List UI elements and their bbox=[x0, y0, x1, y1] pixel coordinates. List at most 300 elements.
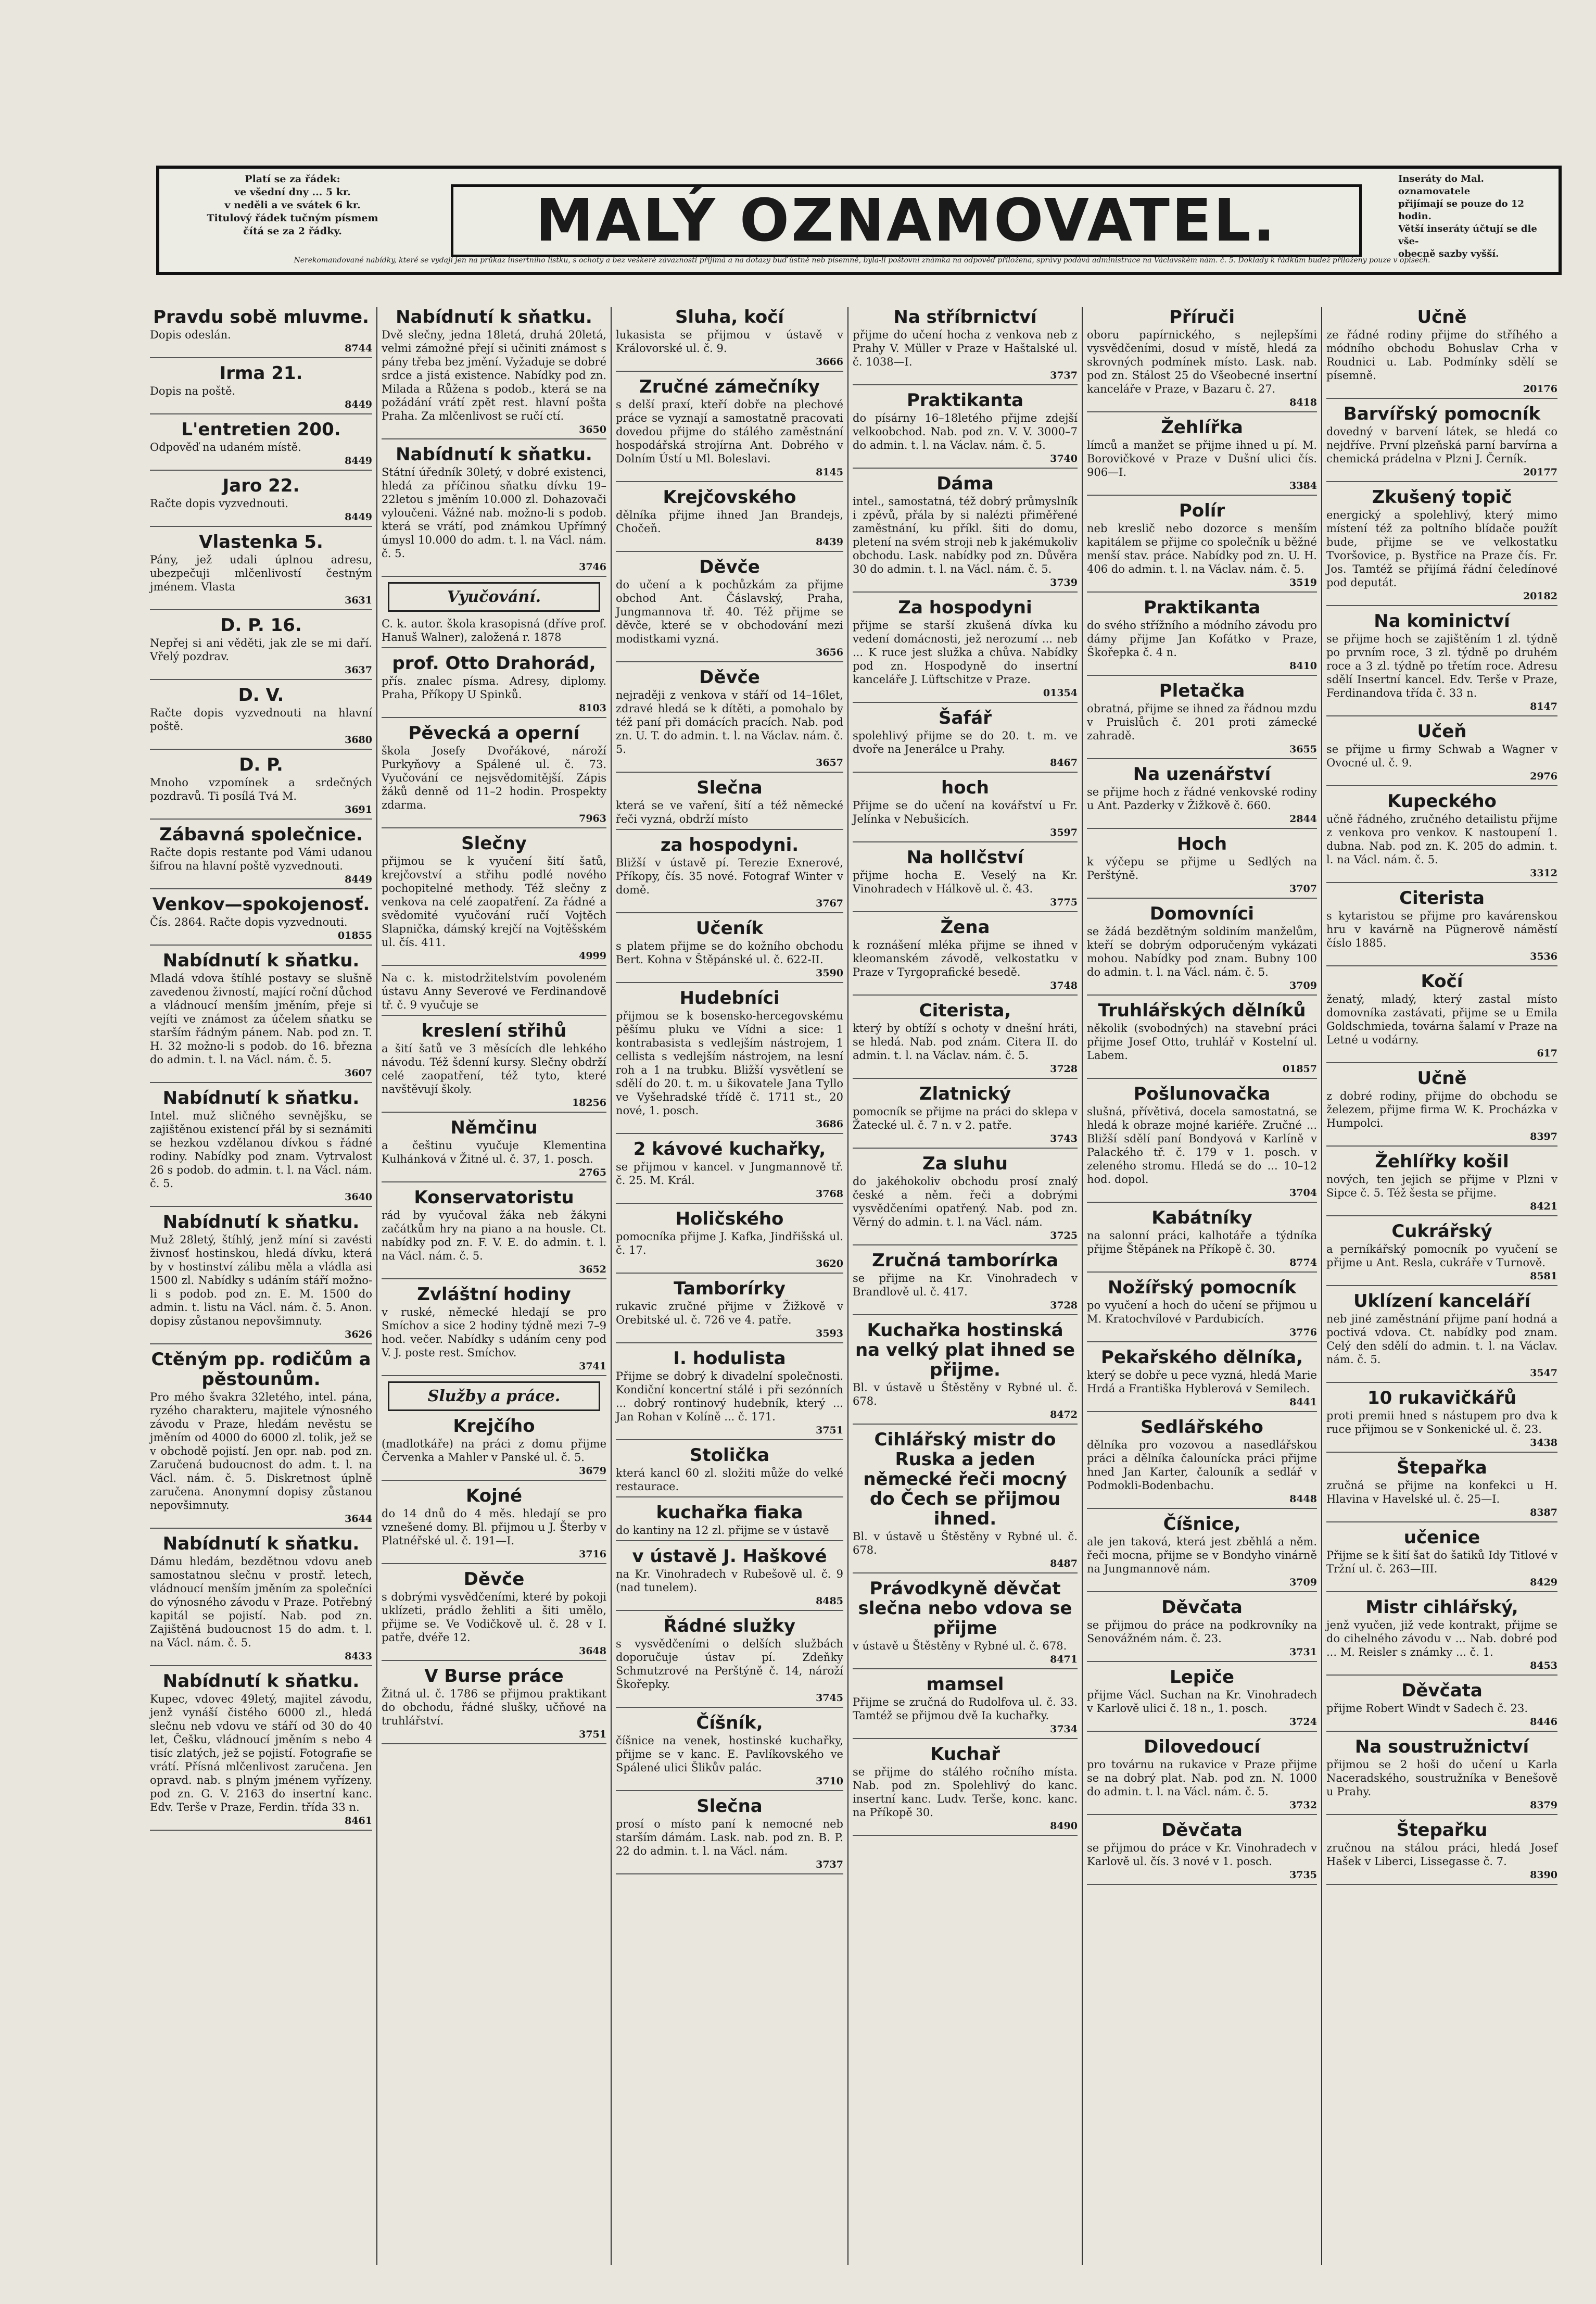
ad-text: zručnou na stálou práci, hledá Josef Hašek v Liberci, Lissegasse č. 7. bbox=[1326, 1842, 1557, 1868]
ad-title: Číšník, bbox=[696, 1713, 763, 1733]
classified-ad bbox=[382, 1486, 606, 1564]
ad-text: přijme hocha E. Veselý na Kr. Vinohradech v Hálkově ul. č. 43. bbox=[853, 869, 1078, 895]
ad-title: Venkov—spokojenosť. bbox=[152, 894, 370, 915]
ad-text: neb kreslič nebo dozorce s menším kapitálem se přijme co společník u běžné menší stav. práce. Nabídky pod zn. U. H. 406 do admin. t. l. na Václav. nám. č. 5. bbox=[1087, 522, 1317, 575]
ad-code: 3751 bbox=[579, 1729, 606, 1740]
ad-title: Barvířský pomocník bbox=[1343, 404, 1541, 424]
ad-title: Pekařského dělníka, bbox=[1100, 1347, 1303, 1368]
ad-title: hoch bbox=[941, 777, 989, 798]
ad-text: se přijmou do práce na podkrovníky na Senovážném nám. č. 23. bbox=[1087, 1619, 1317, 1645]
classified-ad bbox=[1326, 1068, 1557, 1147]
ad-text: s platem přijme se do kožního obchodu Bert. Kohna v Štěpánské ul. č. 622-II. bbox=[616, 940, 843, 966]
ad-title: D. P. 16. bbox=[220, 615, 302, 636]
ad-title: Na soustružnictví bbox=[1354, 1736, 1529, 1757]
ad-text: se přijme do stálého ročního místa. Nab. pod zn. Spolehlivý do kanc. insertní kanc. Ludv. Terše, konc. kanc. na Příkopě 30. bbox=[853, 1766, 1078, 1819]
ad-text: do učení a k pochůzkám za přijme obchod Ant. Čáslavský, Praha, Jungmannova tř. 40. Též přijme se děvče, které se v obchodování mezi modistkami vyzná. bbox=[616, 578, 843, 645]
ad-title: Nabídnutí k sňatku. bbox=[162, 950, 360, 971]
classified-ad bbox=[382, 1285, 606, 1376]
ad-title: Nabídnutí k sňatku. bbox=[396, 444, 592, 465]
ad-code: 3650 bbox=[579, 424, 606, 435]
ad-code: 2976 bbox=[1530, 771, 1557, 782]
ad-title: Pošlunovačka bbox=[1133, 1084, 1271, 1104]
classified-ad bbox=[853, 391, 1078, 469]
ad-text: dělníka pro vozovou a nasedlářskou práci a dělníka čalounícka práci přijme hned Jan Karter, čalouník a sedlář v Podmokli-Bodenbachu. bbox=[1087, 1439, 1317, 1492]
ad-code: 3751 bbox=[816, 1425, 843, 1436]
ad-title: Na stříbrnictví bbox=[893, 307, 1037, 328]
ad-title: Praktikanta bbox=[1143, 597, 1261, 618]
ad-code: 3745 bbox=[816, 1692, 843, 1704]
classified-ad bbox=[616, 1349, 843, 1440]
ad-title: Zručná tamborírka bbox=[872, 1250, 1058, 1271]
ad-title: Slečna bbox=[696, 1796, 763, 1817]
ad-title: Dilovedoucí bbox=[1144, 1736, 1260, 1757]
ad-text: Muž 28letý, štíhlý, jenž míní si zavésti živnosť hostinskou, hledá dívku, která by v hostinství zálibu měla a vládla asi 1500 zl. Nabídky s udáním stáří možno-li s podob. pod zn. E. M. 1500 do admin. t. listu na Václ. nám. č. 5. Anon. dopisy zůstanou nepovšimnuty. bbox=[150, 1233, 372, 1327]
ad-title: Holičského bbox=[675, 1208, 784, 1229]
classified-ad bbox=[382, 834, 606, 966]
classified-ad bbox=[616, 377, 843, 482]
price-info-line: ve všední dny ... 5 kr. bbox=[234, 186, 351, 198]
classified-ad bbox=[382, 653, 606, 718]
classified-ad bbox=[1326, 972, 1557, 1063]
ad-title: Nabídnutí k sňatku. bbox=[396, 307, 592, 328]
ad-code: 3438 bbox=[1530, 1437, 1557, 1449]
ad-text: lukasista se přijmou v ústavě v Královorské ul. č. 9. bbox=[616, 329, 843, 355]
ad-code: 3686 bbox=[816, 1118, 843, 1130]
classified-ad bbox=[616, 1139, 843, 1204]
ad-code: 3725 bbox=[1050, 1230, 1078, 1241]
classified-ad bbox=[1326, 1222, 1557, 1286]
ad-code: 8439 bbox=[816, 536, 843, 548]
ad-title: Sedlářského bbox=[1141, 1417, 1263, 1438]
ad-title: Děvče bbox=[463, 1569, 525, 1590]
ad-code: 8390 bbox=[1530, 1869, 1557, 1881]
ad-title: Děvčata bbox=[1161, 1597, 1243, 1618]
ad-title: Cukrářský bbox=[1391, 1221, 1492, 1242]
ad-title: Učeň bbox=[1417, 721, 1467, 742]
ad-code: 01857 bbox=[1282, 1063, 1317, 1075]
ad-column bbox=[1083, 307, 1322, 2265]
ad-code: 3679 bbox=[579, 1465, 606, 1477]
page-title: MALÝ OZNAMOVATEL. bbox=[451, 184, 1362, 257]
ad-code: 3728 bbox=[1050, 1300, 1078, 1311]
classified-ad bbox=[1326, 487, 1557, 606]
classified-ad bbox=[853, 307, 1078, 385]
ad-text: se přijme na Kr. Vinohradech v Brandlově ul. č. 417. bbox=[853, 1272, 1078, 1298]
classified-ad bbox=[853, 1084, 1078, 1149]
classified-ad bbox=[1326, 888, 1557, 966]
ad-code: 3767 bbox=[816, 898, 843, 909]
ad-title: Za sluhu bbox=[922, 1153, 1008, 1174]
ad-title: Stolička bbox=[689, 1445, 770, 1466]
ad-column bbox=[612, 307, 848, 2265]
classified-ad bbox=[1326, 1152, 1557, 1216]
ad-title: za hospodyni. bbox=[660, 835, 799, 855]
classified-ad bbox=[1087, 1597, 1317, 1662]
classified-ad bbox=[853, 1579, 1078, 1669]
ad-code: 3593 bbox=[816, 1328, 843, 1339]
ad-code: 2765 bbox=[579, 1167, 606, 1178]
ad-title: v ústavě J. Haškové bbox=[632, 1546, 827, 1567]
ad-code: 8467 bbox=[1050, 757, 1078, 769]
ad-column bbox=[146, 307, 377, 2265]
classified-ad bbox=[616, 988, 843, 1134]
ad-text: Mnoho vzpomínek a srdečných pozdravů. Ti posílá Tvá M. bbox=[150, 776, 372, 802]
ad-title: kreslení střihů bbox=[421, 1021, 567, 1041]
ad-code: 8449 bbox=[345, 455, 372, 467]
ad-code: 3748 bbox=[1050, 980, 1078, 991]
classified-ad bbox=[382, 1021, 606, 1113]
classified-ad bbox=[382, 617, 606, 648]
ad-text: přijme Robert Windt v Sadech č. 23. bbox=[1326, 1702, 1528, 1715]
ad-code: 3732 bbox=[1289, 1799, 1317, 1811]
ad-title: Truhlářských dělníků bbox=[1098, 1000, 1306, 1021]
ad-code: 8433 bbox=[345, 1651, 372, 1662]
ad-code: 8453 bbox=[1530, 1660, 1557, 1671]
ad-code: 3710 bbox=[816, 1776, 843, 1787]
ad-title: Uklízení kanceláří bbox=[1353, 1291, 1531, 1312]
ad-code: 8448 bbox=[1289, 1493, 1317, 1505]
ad-code: 3644 bbox=[345, 1513, 372, 1525]
submission-info-line: Inseráty do Mal. oznamovatele bbox=[1398, 173, 1484, 197]
classified-ad bbox=[1326, 1458, 1557, 1522]
ad-text: s vysvědčeními o delších službách doporučuje ústav pí. Zdeňky Schmutzrové na Perštýně č. 14, nároží Škořepky. bbox=[616, 1638, 843, 1691]
ad-code: 8449 bbox=[345, 874, 372, 885]
classified-ad bbox=[150, 951, 372, 1083]
ad-text: po vyučení a hoch do učení se přijmou u M. Kratochvílové v Pardubicích. bbox=[1087, 1299, 1317, 1325]
ad-text: s delší praxí, kteří dobře na plechové práce se vyznají a samostatně pracovati dovedou přijme do stálého zaměstnání hospodářská strojírna Ant. Dobrého v Dolním Ústí u Ml. Boleslavi. bbox=[616, 398, 843, 465]
classified-ad bbox=[616, 1796, 843, 1874]
classified-ad bbox=[150, 1534, 372, 1666]
ad-title: Zručné zámečníky bbox=[639, 376, 820, 397]
classified-ad bbox=[853, 598, 1078, 703]
ad-text: s dobrými vysvědčeními, které by pokoji uklízeti, prádlo žehliti a šiti umělo, přijme se. Ve Vodičkově ul. č. 28 v I. patře, dvéře 12. bbox=[382, 1591, 606, 1644]
ad-title: Vlastenka 5. bbox=[199, 532, 323, 552]
ad-title: Nožířský pomocník bbox=[1108, 1277, 1296, 1298]
ad-text: (madlotkáře) na práci z domu přijme Červenka a Mahler v Panské ul. č. 5. bbox=[382, 1438, 606, 1464]
ad-text: Dvě slečny, jedna 18letá, druhá 20letá, velmi zámožné přejí si učiniti známost s pány třeba bez jmění. Vyžaduje se dobré srdce a jistá existence. Nabídky pod zn. Milada a Růžena s podob., která se na požádání vrátí zpět rest. hlavní pošta Praha. Za mlčenlivost se ručí ctí. bbox=[382, 329, 606, 422]
ad-text: v ústavě u Štěstěny v Rybné ul. č. 678. bbox=[853, 1640, 1067, 1652]
ad-title: Domovníci bbox=[1149, 903, 1255, 924]
classified-ad bbox=[616, 487, 843, 552]
ad-code: 3691 bbox=[345, 804, 372, 815]
classified-ad bbox=[150, 825, 372, 889]
classified-ad bbox=[616, 1445, 843, 1497]
classified-ad bbox=[616, 918, 843, 983]
classified-ad bbox=[150, 1350, 372, 1529]
ad-text: intel., samostatná, též dobrý průmyslník i zpěvů, přála by si nalézti přiměřené zaměstnání, ku příkl. šiti do domu, pletení na svém stroji neb k jakémukoliv obchodu. Lask. nabídky pod zn. Důvěra 30 do admin. t. l. na Václ. nám. č. 5. bbox=[853, 495, 1078, 575]
classified-ad bbox=[150, 615, 372, 680]
ad-text: Státní úředník 30letý, v dobré existenci, hledá za příčinou sňatku dívku 19–22letou s jměním 10.000 zl. Dohazovači vyloučeni. Vážné nab. možno-li s podob. která se vrátí, pod známkou Upřímný úmysl 10.000 do adm. t. l. na Václ. nám. č. 5. bbox=[382, 466, 606, 560]
price-info-line: čítá se za 2 řádky. bbox=[243, 225, 342, 237]
ad-code: 8744 bbox=[345, 343, 372, 354]
classified-ad bbox=[616, 668, 843, 773]
classifieds-header bbox=[156, 166, 1562, 275]
ad-code: 8487 bbox=[1050, 1558, 1078, 1569]
classified-ad bbox=[1087, 1348, 1317, 1412]
ad-title: Cihlářský mistr do Ruska a jeden německé řeči mocný do Čech se přijmou ihned. bbox=[863, 1429, 1067, 1529]
ad-title: Kuchařka hostinská na velký plat ihned se přijme. bbox=[855, 1320, 1075, 1380]
ad-code: 3739 bbox=[1050, 577, 1078, 588]
ad-code: 8471 bbox=[1050, 1654, 1078, 1665]
classified-ad bbox=[1087, 1514, 1317, 1592]
ad-title: Nabídnutí k sňatku. bbox=[162, 1088, 360, 1109]
ad-text: se přijmou do práce v Kr. Vinohradech v Karlově ul. čís. 3 nové v 1. posch. bbox=[1087, 1842, 1317, 1868]
ad-code: 3737 bbox=[816, 1859, 843, 1870]
ad-title: Děvčata bbox=[1401, 1680, 1483, 1701]
ad-title: Slečna bbox=[696, 777, 763, 798]
ad-code: 3519 bbox=[1289, 577, 1317, 588]
ad-text: přijmou se 2 hoši do učení u Karla Naceradského, soustružníka v Benešově u Prahy. bbox=[1326, 1758, 1557, 1798]
ad-code: 8472 bbox=[1050, 1409, 1078, 1420]
ad-code: 3652 bbox=[579, 1264, 606, 1275]
ad-text: k roznášení mléka přijme se ihned v kleomanském závodě, velkostatku v Praze v Tyrgoprafické besedě. bbox=[853, 939, 1078, 978]
ad-code: 8387 bbox=[1530, 1507, 1557, 1518]
ad-code: 3597 bbox=[1050, 827, 1078, 838]
classified-ad bbox=[1326, 1291, 1557, 1383]
ad-code: 3631 bbox=[345, 595, 372, 606]
ad-title: Kupeckého bbox=[1387, 791, 1497, 812]
ad-code: 8145 bbox=[816, 467, 843, 478]
ad-title: Šafář bbox=[939, 708, 992, 728]
ad-text: několik (svobodných) na stavební práci přijme Josef Otto, truhlář v Kostelní ul. Labem. bbox=[1087, 1022, 1317, 1062]
ad-text: spolehlivý přijme se do 20. t. m. ve dvoře na Jenerálce u Prahy. bbox=[853, 729, 1078, 756]
ad-text: energický a spolehlivý, který mimo místení též za poltního blídače použít bude, přijme se ve velkostatku Tvoršovice, p. Bystřice na Praze čís. Fr. Jos. Tamtéž se přijímá řádní čeledínové pod deputát. bbox=[1326, 509, 1557, 589]
ad-text: do 14 dnů do 4 měs. hledají se pro vznešené domy. Bl. přijmou u J. Šterby v Platnéřské ul. č. 191—I. bbox=[382, 1507, 606, 1547]
classified-ad bbox=[1087, 1820, 1317, 1885]
ad-text: rukavic zručné přijme v Žižkově v Orebitské ul. č. 726 ve 4. patře. bbox=[616, 1300, 843, 1326]
ad-code: 2844 bbox=[1289, 813, 1317, 825]
ad-code: 3776 bbox=[1289, 1327, 1317, 1338]
classified-ad bbox=[1087, 764, 1317, 829]
ad-text: C. k. autor. škola krasopisná (dříve prof. Hanuš Walner), založená r. 1878 bbox=[382, 618, 606, 644]
classified-ad bbox=[853, 917, 1078, 996]
ad-code: 3731 bbox=[1289, 1646, 1317, 1658]
ad-code: 3709 bbox=[1289, 980, 1317, 991]
ad-code: 3607 bbox=[345, 1067, 372, 1079]
classified-ad bbox=[1087, 1737, 1317, 1815]
classified-ad bbox=[1326, 1737, 1557, 1815]
ad-title: Pletačka bbox=[1159, 681, 1245, 701]
ad-title: Učně bbox=[1417, 1068, 1467, 1089]
classified-ad bbox=[1087, 834, 1317, 899]
ad-text: Dopis na poště. bbox=[150, 385, 236, 397]
price-info-line: Titulový řádek tučným písmem bbox=[207, 212, 378, 224]
classified-ad bbox=[150, 1671, 372, 1831]
ad-text: číšnice na venek, hostinské kuchařky, přijme se v kanc. E. Pavlíkovského ve Spálené ulici Šlikův palác. bbox=[616, 1734, 843, 1774]
ad-title: učenice bbox=[1403, 1527, 1480, 1548]
header-note: Nerekomandované nabídky, které se vydají jen na průkaz insertního lístku, s ochoty a bez veškeré závaznosti přijímá a na dotazy buď ústně neb písemně, byla-li poštovní známka na odpověď přiložena, správy podává administrace na Václavském nám. č. 5. Doklady k řádkům budež přiloženy pouze v opisech. bbox=[294, 256, 1430, 265]
ad-code: 01855 bbox=[337, 930, 372, 941]
ad-title: Kabátníky bbox=[1151, 1207, 1252, 1228]
ad-title: Citerista bbox=[1399, 888, 1485, 909]
ad-text: Pro mého švakra 32letého, intel. pána, ryzého charakteru, majitele výnosného závodu v Praze, hledám nevěstu se jměním od 4000 do 6000 zl. tolik, jež se v obchodě pojistí. Jen opr. nab. pod zn. Zaručená budoucnost do adm. t. l. na Václ. nám. č. 5. Diskretnost úplně zaručena. Anonymní dopisy zůstanou nepovšimnuty. bbox=[150, 1391, 372, 1512]
ad-code: 3666 bbox=[816, 356, 843, 368]
classified-ad bbox=[150, 532, 372, 610]
ad-text: Přijme se dobrý k divadelní společnosti. Kondiční koncertní stálé i při sezónních ... dobrý rontinový hudebník, který ... Jan Rohan v Kolíně ... č. 171. bbox=[616, 1370, 843, 1423]
ad-text: jenž vyučen, již vede kontrakt, přijme se do cihelného závodu v ... Nab. dobré pod ... M. Reisler s známky ... č. 1. bbox=[1326, 1619, 1557, 1658]
ad-text: Odpověď na udaném místě. bbox=[150, 441, 301, 454]
ad-code: 3728 bbox=[1050, 1063, 1078, 1075]
ad-code: 7963 bbox=[579, 813, 606, 824]
classified-ad bbox=[616, 557, 843, 662]
ad-title: Irma 21. bbox=[219, 363, 303, 384]
submission-info-line: přijímají se pouze do 12 hodin. bbox=[1398, 198, 1524, 222]
ad-text: slušná, přívětivá, docela samostatná, se hledá k obraze mojné kariéře. Zručné ... Bližší sdělí paní Bondyová v Karlíně v Palackého tř. č. 179 v 1. posch. v zeleného stromu. Hledá se do ... 10–12 hod. dopol. bbox=[1087, 1105, 1317, 1186]
classified-ad bbox=[382, 1569, 606, 1661]
ad-code: 8461 bbox=[345, 1815, 372, 1827]
ad-column bbox=[848, 307, 1083, 2265]
classified-ad bbox=[1326, 791, 1557, 883]
ad-text: který se dobře u pece vyzná, hledá Marie Hrdá a Františka Hyblerová v Semilech. bbox=[1087, 1369, 1317, 1395]
ad-text: na Kr. Vinohradech v Rubešově ul. č. 9 (nad tunelem). bbox=[616, 1568, 843, 1594]
ad-code: 3724 bbox=[1289, 1716, 1317, 1728]
classified-ad bbox=[616, 835, 843, 913]
ad-title: Jaro 22. bbox=[222, 475, 300, 496]
ad-text: přijmou se k bosensko-hercegovskému pěšímu pluku ve Vídni a sice: 1 kontrabasista s vedlejším nástrojem, 1 cellista s vedlejším nástrojem, na lesní roh a 1 na trubku. Bližší vysvětlení se sdělí do 20. t. m. u šikovatele Jana Tyllo ve Vyšehradské třídě č. 1711 st., 20 nové, 1. posch. bbox=[616, 1010, 843, 1117]
ad-title: kuchařka fiaka bbox=[656, 1502, 803, 1523]
ad-title: Děvče bbox=[699, 557, 760, 577]
ad-text: rád by vyučoval žáka neb žákyni začátkům hry na piano a na housle. Ct. nabídky pod zn. F. V. E. do admin. t. l. na Václ. nám. č. 5. bbox=[382, 1209, 606, 1262]
ad-text: obratná, přijme se ihned za řádnou mzdu v Pruislůch č. 201 proti zámecké zahradě. bbox=[1087, 702, 1317, 742]
classified-ad bbox=[150, 476, 372, 527]
ad-text: Mladá vdova štíhlé postavy se slušně zavedenou živností, mající roční důchod a vládnoucí menším jměním, přeje si vejíti ve známost za účelem sňatku se starším řádným pánem. Nab. pod zn. T. H. 32 možno-li s podob. do 16. března do admin. t. l. na Václ. nám. č. 5. bbox=[150, 972, 372, 1066]
ad-text: Intel. muž sličného sevnějšku, se zajištěnou existencí přál by si seznámiti se hezkou vzdělanou dívkou s řádné rodiny. Nabídky pod znam. Vytrvalost 26 s podob. do admin. t. l. na Václ. nám. č. 5. bbox=[150, 1110, 372, 1190]
ad-title: Hudebníci bbox=[679, 988, 780, 1009]
ad-text: se přijme hoch se zajištěním 1 zl. týdně po prvním roce, 3 zl. týdně po druhém roce a 3 zl. týdně po třetím roce. Adresu sdělí Insertní kancel. Edv. Terše v Praze, Ferdinandova třída č. 33 n. bbox=[1326, 633, 1557, 699]
ad-text: dělníka přijme ihned Jan Brandejs, Chočeň. bbox=[616, 509, 843, 535]
ad-text: do svého střížního a módního závodu pro dámy přijme Jan Kofátko v Praze, Škořepka č. 4 n. bbox=[1087, 619, 1317, 659]
ad-text: a češtinu vyučuje Klementina Kulhánková v Žitné ul. č. 37, 1. posch. bbox=[382, 1139, 606, 1165]
ad-code: 8449 bbox=[345, 399, 372, 410]
ad-code: 20182 bbox=[1523, 590, 1557, 602]
classified-ad bbox=[853, 1744, 1078, 1836]
ad-code: 3637 bbox=[345, 664, 372, 676]
ad-text: Bližší v ústavě pí. Terezie Exnerové, Příkopy, čís. 35 nové. Fotograf Winter v domě. bbox=[616, 857, 843, 896]
ad-text: ženatý, mladý, který zastal místo domovníka zastávati, přijme se u Emila Goldschmieda, továrna šalamí v Praze na Letné u vodárny. bbox=[1326, 993, 1557, 1046]
ad-text: pomocníka přijme J. Kafka, Jindřišská ul. č. 17. bbox=[616, 1230, 843, 1256]
ad-title: Štepařka bbox=[1397, 1457, 1487, 1478]
ad-title: Krejčího bbox=[453, 1416, 535, 1437]
ad-title: Štepařku bbox=[1396, 1820, 1488, 1841]
ad-text: do jakéhokoliv obchodu prosí znalý české a něm. řeči a dobrými vysvědčeními opatřený. Nab. pod zn. Věrný do admin. t. l. na Václ. nám. bbox=[853, 1175, 1078, 1228]
ad-code: 3312 bbox=[1530, 867, 1557, 879]
ad-code: 8147 bbox=[1530, 701, 1557, 712]
ad-code: 3626 bbox=[345, 1329, 372, 1340]
ad-code: 8379 bbox=[1530, 1799, 1557, 1811]
classified-ad bbox=[616, 1546, 843, 1611]
ad-text: do písárny 16–18letého přijme zdejší velkoobchod. Nab. pod zn. V. V. 3000–7 do admin. t. l. na Václav. nám. č. 5. bbox=[853, 412, 1078, 451]
ad-text: Pány, jež udali úplnou adresu, ubezpečuji mlčenlivostí čestným jménem. Vlasta bbox=[150, 553, 372, 593]
ad-code: 3384 bbox=[1289, 480, 1317, 492]
ad-title: Zábavná společnice. bbox=[159, 824, 363, 845]
classified-ad bbox=[150, 685, 372, 750]
ad-title: Na hollčství bbox=[906, 847, 1024, 868]
ad-title: Sluha, kočí bbox=[675, 307, 784, 328]
classified-ad bbox=[853, 1675, 1078, 1739]
ad-text: Čís. 2864. Račte dopis vyzvednouti. bbox=[150, 916, 348, 928]
ad-text: nejraději z venkova v stáří od 14–16let, zdravé hledá se k dítěti, a pomohalo by též paní při domácích pracích. Nab. pod zn. U. T. do admin. t. l. na Václav. nám. č. 5. bbox=[616, 689, 843, 756]
classified-ad bbox=[1326, 722, 1557, 786]
ad-title: prof. Otto Drahorád, bbox=[392, 653, 596, 674]
ad-title: Pěvecká a operní bbox=[408, 723, 580, 744]
ad-code: 3536 bbox=[1530, 951, 1557, 962]
ad-code: 20176 bbox=[1523, 383, 1557, 395]
ad-code: 3707 bbox=[1289, 883, 1317, 895]
ad-text: Žitná ul. č. 1786 se přijmou praktikant do obchodu, řádné slušky, učňové na truhlářství. bbox=[382, 1688, 606, 1727]
classified-ad bbox=[382, 1666, 606, 1744]
classified-ad bbox=[853, 708, 1078, 773]
ad-text: k výčepu se přijme u Sedlých na Perštýně. bbox=[1087, 855, 1317, 882]
ad-text: na salonní práci, kalhotáře a týdníka přijme Štěpánek na Příkopě č. 30. bbox=[1087, 1229, 1317, 1255]
ad-text: do kantiny na 12 zl. přijme se v ústavě bbox=[616, 1524, 829, 1537]
classified-ad bbox=[1326, 1528, 1557, 1592]
ad-code: 8410 bbox=[1289, 660, 1317, 672]
ad-title: Dáma bbox=[936, 473, 994, 494]
ad-column bbox=[1322, 307, 1562, 2265]
ad-text: v ruské, německé hledají se pro Smíchov a sice 2 hodiny týdně mezi 7–9 hod. večer. Nabídky s udáním ceny pod V. J. poste rest. Smíchov. bbox=[382, 1306, 606, 1359]
ad-text: přijme Václ. Suchan na Kr. Vinohradech v Karlově ulici č. 18 n., 1. posch. bbox=[1087, 1689, 1317, 1715]
classified-ad bbox=[616, 1503, 843, 1541]
ad-code: 3734 bbox=[1050, 1723, 1078, 1735]
ad-text: Přijme se do učení na kovářství u Fr. Jelínka v Nebušicích. bbox=[853, 799, 1078, 825]
ad-title: Pravdu sobě mluvme. bbox=[153, 307, 369, 328]
ad-text: se žádá bezdětným soldiním manželům, kteří se dobrým odporučeným vykázati mohou. Nabídky pod znam. Bubny 100 do admin. t. l. na Václ. nám. č. 5. bbox=[1087, 925, 1317, 978]
ad-code: 8429 bbox=[1530, 1577, 1557, 1588]
ad-title: Právodkyně děvčat slečna nebo vdova se přijme bbox=[858, 1578, 1072, 1639]
ad-code: 8418 bbox=[1289, 397, 1317, 408]
ad-title: Na kominictví bbox=[1374, 611, 1510, 632]
ad-code: 8103 bbox=[579, 702, 606, 714]
ad-text: která se ve vaření, šití a též německé řeči vyzná, obdrží místo bbox=[616, 799, 843, 825]
ad-title: Žena bbox=[940, 917, 990, 938]
ad-title: Citerista, bbox=[919, 1000, 1011, 1021]
ad-text: Račte dopis vyzvednouti. bbox=[150, 497, 288, 510]
classified-ad bbox=[616, 778, 843, 830]
classified-ad bbox=[853, 474, 1078, 593]
ad-text: a šití šatů ve 3 měsících dle lehkého návodu. Též šdenní kursy. Slečny obdrží celé zaopatření, též tyto, které navštěvují školy. bbox=[382, 1042, 606, 1096]
ad-title: Mistr cihlářský, bbox=[1365, 1597, 1518, 1618]
ad-text: a perníkářský pomocník po vyučení se přijme u Ant. Resla, cukráře v Turnově. bbox=[1326, 1243, 1557, 1269]
classified-ad bbox=[853, 1001, 1078, 1079]
classified-ad bbox=[1087, 1278, 1317, 1342]
ad-title: Lepiče bbox=[1170, 1667, 1234, 1688]
ad-code: 3704 bbox=[1289, 1187, 1317, 1199]
classified-ad bbox=[382, 971, 606, 1016]
classified-ad bbox=[150, 755, 372, 820]
ad-code: 3737 bbox=[1050, 370, 1078, 381]
ad-text: prosí o místo paní k nemocné neb starším dámám. Lask. nab. pod zn. B. P. 22 do admin. t. l. na Václ. nám. bbox=[616, 1818, 843, 1857]
ad-text: Račte dopis vyzvednouti na hlavní poště. bbox=[150, 707, 372, 733]
ad-text: pomocník se přijme na práci do sklepa v Žatecké ul. č. 7 n. v 2. patře. bbox=[853, 1105, 1078, 1131]
ad-code: 8446 bbox=[1530, 1716, 1557, 1728]
classified-ad bbox=[616, 307, 843, 372]
ad-title: Konservatoristu bbox=[414, 1187, 574, 1208]
ad-text: nových, ten jejich se přijme v Plzni v Sipce č. 5. Též šesta se přijme. bbox=[1326, 1173, 1557, 1199]
ad-title: Kuchař bbox=[930, 1744, 1000, 1765]
classified-ad bbox=[382, 1118, 606, 1182]
ad-text: Kupec, vdovec 49letý, majitel závodu, jenž vynáší čistého 6000 zl., hledá slečnu neb vdovu ve stáří od 30 do 40 let, Češku, vládnoucí jměním s nebo 4 tisíc zlatých, jež se pojistí. Fotografie se vrátí. Přísná mlčenlivost zaručena. Jen opravd. nab. s plným jménem vyřízeny. pod zn. G. V. 2163 do insertní kanc. Edv. Terše v Praze, Ferdin. třída 33 n. bbox=[150, 1693, 372, 1814]
ad-text: který by obtíží s ochoty v dnešní hráti, se hledá. Nab. pod znám. Citera II. do admin. t. l. na Václav. nám. č. 5. bbox=[853, 1022, 1078, 1062]
ad-title: 2 kávové kuchařky, bbox=[633, 1139, 826, 1160]
ad-code: 3657 bbox=[816, 757, 843, 769]
classified-ad bbox=[1326, 404, 1557, 482]
ad-code: 3656 bbox=[816, 647, 843, 658]
ad-text: límců a manžet se přijme ihned u pí. M. Borovičkové v Praze v Dušní ulici čís. 906—I. bbox=[1087, 439, 1317, 479]
ad-text: se přijme u firmy Schwab a Wagner v Ovocné ul. č. 9. bbox=[1326, 743, 1557, 769]
classified-ad bbox=[1326, 1681, 1557, 1732]
ad-code: 3655 bbox=[1289, 744, 1317, 755]
ad-code: 3709 bbox=[1289, 1577, 1317, 1588]
